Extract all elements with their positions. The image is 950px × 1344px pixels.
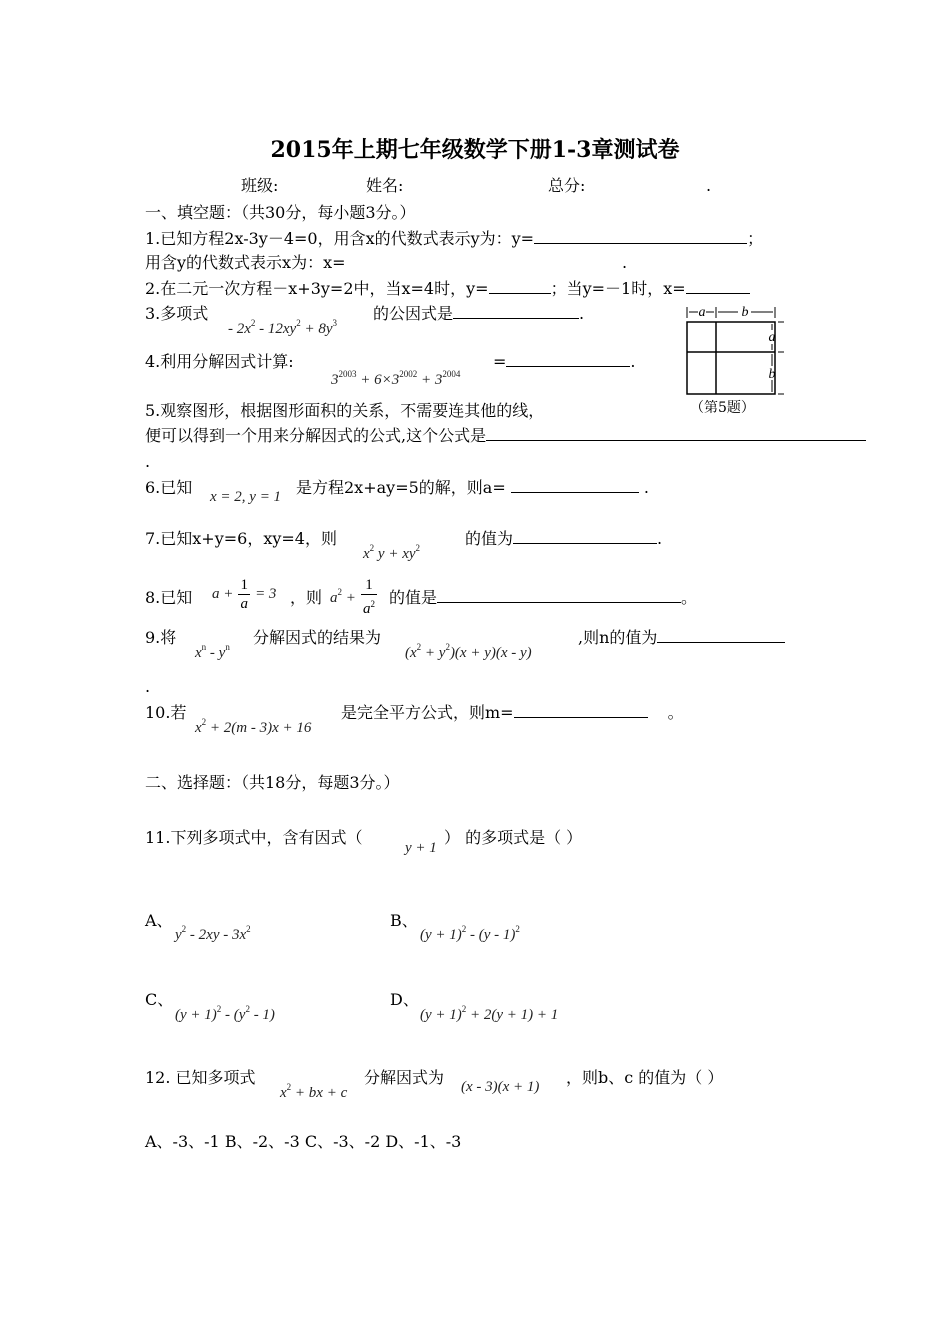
info-end-dot: .: [706, 176, 712, 195]
question-6: [145, 478, 192, 498]
option-b-label[interactable]: B、: [390, 911, 418, 930]
q10-end-mark: 。: [667, 703, 684, 722]
option-d-expression[interactable]: $(y + 1)^2 + 2(y + 1) + 1$: [420, 1004, 559, 1023]
option-a-label[interactable]: A、: [145, 911, 173, 930]
page-title: 2015年上期七年级数学下册1-3章测试卷: [270, 137, 680, 163]
fig5-label-b: b: [741, 305, 749, 320]
fraction-1-over-a: $\frac{1}{a}$: [240, 577, 248, 612]
q10-text-b: 是完全平方公式，则m=: [341, 703, 514, 722]
question-8-b: [389, 588, 697, 608]
q8-end-mark: 。: [681, 588, 698, 607]
question-7-b: [465, 529, 662, 549]
q10-expression: $x^2 + 2(m - 3)x + 16$: [195, 717, 312, 736]
q8-text-a: 8.已知: [145, 588, 193, 607]
question-8: [145, 588, 192, 608]
q9-text-a: 9.将: [145, 628, 177, 647]
q2-text-a: 2.在二元一次方程－x+3y=2中，当x=4时，y=: [145, 279, 489, 298]
q1-end-dot: .: [622, 253, 628, 272]
answer-blank[interactable]: [486, 426, 866, 441]
question-9: [145, 628, 176, 648]
q12-expression-2: (x - 3)(x + 1): [461, 1079, 540, 1095]
question-7: [145, 529, 337, 549]
answer-blank[interactable]: [657, 628, 785, 643]
q10-text-a: 10.若: [145, 703, 187, 722]
q12-text-b: 分解因式为: [364, 1068, 445, 1087]
option-d-label[interactable]: D、: [390, 990, 419, 1009]
q6-end-dot: .: [643, 478, 650, 497]
q8-expression-1: a + $\frac{1}{a}$ = 3: [212, 577, 277, 612]
q12-expression-1: $x^2$ + bx + c: [280, 1082, 348, 1101]
name-label: 姓名:: [366, 176, 404, 195]
answer-blank[interactable]: [437, 588, 681, 603]
question-12: 12. 已知多项式: [145, 1068, 256, 1087]
fraction-1-over-a-squared: $\frac{1}{a^2}$: [362, 577, 375, 617]
answer-blank[interactable]: [489, 279, 551, 294]
question-9-b: [578, 628, 785, 648]
q9-expression-2: $(x^2 + y^2)(x + y)(x - y)$: [405, 642, 532, 661]
question-1-b: [145, 253, 346, 273]
q3-text-b: 的公因式是: [373, 304, 454, 323]
q2-text-b: ；当y=－1时，x=: [550, 279, 686, 298]
q6-text-a: 6.已知: [145, 478, 193, 497]
q9-text-c: ,则n的值为: [578, 628, 658, 647]
figure-5-caption: （第5题）: [690, 400, 755, 416]
question-3-b: [373, 304, 584, 324]
q5-end-dot: .: [145, 452, 151, 471]
question-11: 11.下列多项式中，含有因式（: [145, 828, 363, 847]
q9-text-b: 分解因式的结果为: [253, 628, 382, 647]
q5-text-b: 便可以得到一个用来分解因式的公式,这个公式是: [145, 426, 487, 445]
q3-end-dot: .: [579, 304, 585, 323]
q3-expression: - $2x^2 - 12xy^2 + 8y^3$: [228, 318, 337, 337]
option-b-expression[interactable]: $(y + 1)^2 - (y - 1)^2$: [420, 924, 520, 943]
q1-semicolon: ；: [747, 229, 764, 248]
figure-5: [676, 300, 786, 402]
q11-factor-expression: y + 1: [405, 840, 437, 856]
q1-text-b: 用含y的代数式表示x为：x=: [145, 253, 346, 272]
q6-text-b: 是方程2x+ay=5的解，则a=: [296, 478, 506, 497]
answer-blank[interactable]: [513, 529, 657, 544]
q8-text-b: ，则: [290, 588, 323, 607]
fig5-label-b-vertical: b: [768, 367, 776, 382]
answer-blank[interactable]: [511, 478, 639, 493]
question-1: [145, 229, 763, 249]
section-2-heading: 二、选择题：（共18分，每题3分。）: [145, 773, 400, 792]
q4-text-a: 4.利用分解因式计算:: [145, 352, 294, 371]
q9-expression-1: $x^n - y^n$: [195, 642, 230, 661]
fig5-label-a: a: [698, 305, 706, 320]
option-c-label[interactable]: C、: [145, 990, 174, 1009]
question-2: [145, 279, 750, 299]
question-5-b: [145, 426, 866, 446]
q4-end-dot: .: [630, 352, 636, 371]
score-label: 总分:: [548, 176, 586, 195]
q1-text-a: 1.已知方程2x-3y－4=0，用含x的代数式表示y为：y=: [145, 229, 535, 248]
q7-end-dot: .: [657, 529, 663, 548]
q6-expression: x = 2, y = 1: [210, 489, 282, 505]
question-4: [145, 352, 294, 372]
question-5: 5.观察图形，根据图形面积的关系，不需要连其他的线，: [145, 401, 545, 420]
q7-expression: $x^2$ $y + xy^2$: [363, 543, 421, 562]
answer-blank[interactable]: [686, 279, 750, 294]
answer-blank[interactable]: [534, 229, 747, 244]
answer-blank[interactable]: [506, 352, 630, 367]
q7-text-b: 的值为: [465, 529, 514, 548]
question-3: [145, 304, 208, 324]
q8-expression-2: $a^2$ + $\frac{1}{a^2}$: [330, 577, 375, 617]
q12-options[interactable]: A、-3、-1 B、-2、-3 C、-3、-2 D、-1、-3: [145, 1132, 462, 1151]
fig5-label-a-vertical: a: [768, 330, 776, 345]
q9-end-dot: .: [145, 677, 151, 696]
question-12-c: ，则b、c 的值为（ ）: [566, 1068, 724, 1087]
question-6-b: [296, 478, 649, 498]
answer-blank[interactable]: [514, 703, 648, 718]
option-a-expression[interactable]: $y^2 - 2xy - 3x^2$: [175, 924, 251, 943]
q8-text-c: 的值是: [389, 588, 438, 607]
question-10: [145, 703, 186, 723]
section-1-heading: 一、填空题：（共30分，每小题3分。）: [145, 203, 416, 222]
question-10-b: [341, 703, 684, 723]
class-label: 班级:: [241, 176, 279, 195]
option-c-expression[interactable]: $(y + 1)^2 - (y^2 - 1)$: [175, 1004, 275, 1023]
answer-blank[interactable]: [453, 304, 579, 319]
q4-expression: $3^{2003} + 6\times 3^{2002} + 3^{2004}$: [331, 369, 461, 388]
q3-text-a: 3.多项式: [145, 304, 209, 323]
q4-text-b: =: [493, 352, 507, 371]
question-4-b: [493, 352, 636, 372]
q7-text-a: 7.已知x+y=6，xy=4，则: [145, 529, 337, 548]
question-11-b: ） 的多项式是（ ）: [444, 828, 583, 847]
